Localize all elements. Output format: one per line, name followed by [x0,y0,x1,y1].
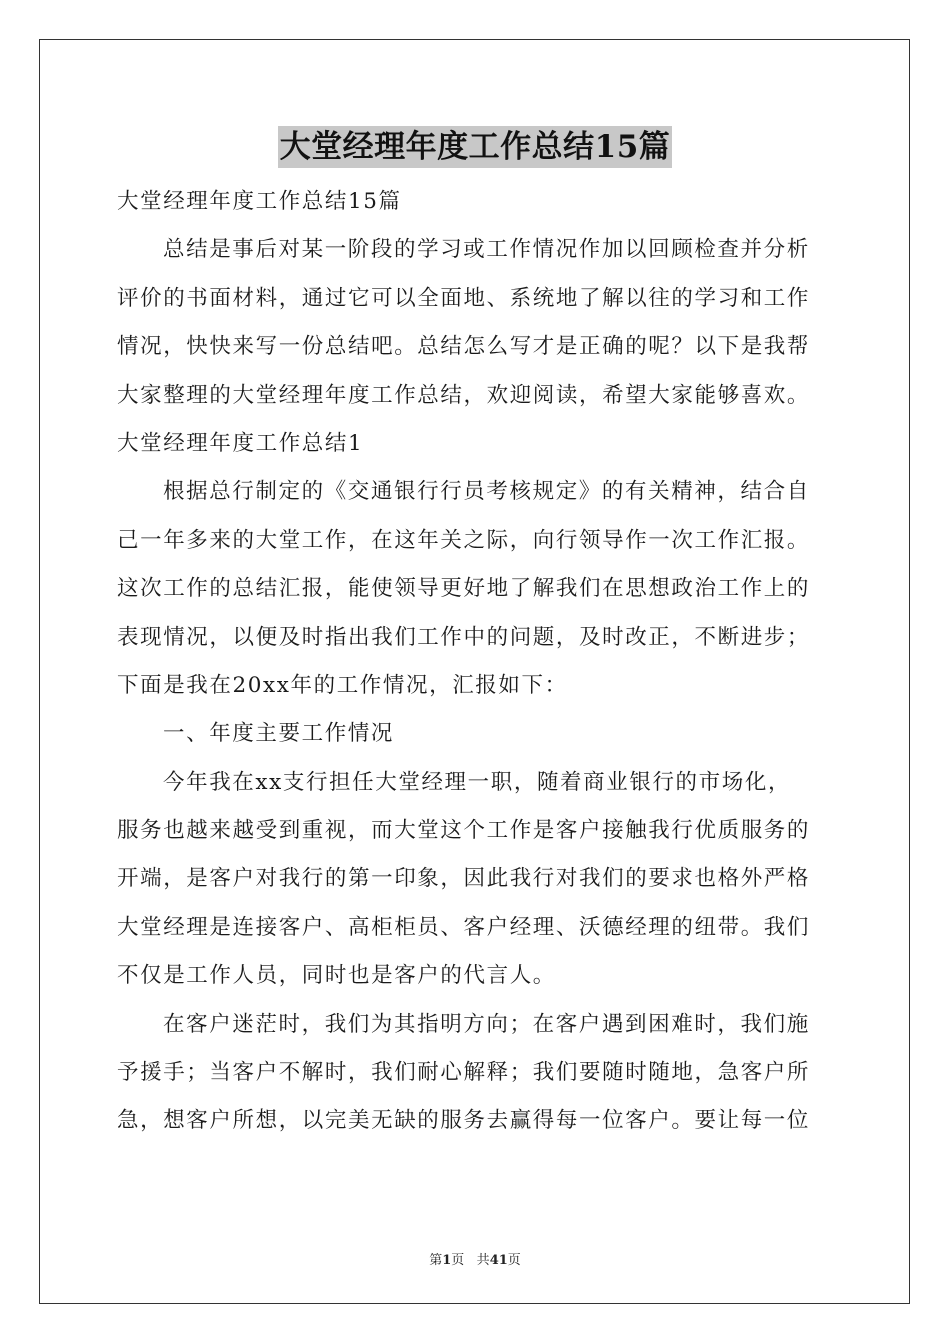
page-total-prefix: 共 [476,1253,490,1268]
body-line: 在客户迷茫时，我们为其指明方向；在客户遇到困难时，我们施 [163,1011,810,1037]
body-line: 总结是事后对某一阶段的学习或工作情况作加以回顾检查并分析 [163,237,810,263]
page-number-suffix: 页 [451,1253,465,1268]
body-line: 不仅是工作人员，同时也是客户的代言人。 [117,963,556,989]
body-line: 大堂经理是连接客户、高柜柜员、客户经理、沃德经理的纽带。我们 [117,914,811,940]
page-total: 41 [489,1253,508,1268]
body-line: 评价的书面材料，通过它可以全面地、系统地了解以往的学习和工作 [117,285,811,311]
body-line: 大家整理的大堂经理年度工作总结，欢迎阅读，希望大家能够喜欢。 [117,382,811,408]
body-line: 己一年多来的大堂工作，在这年关之际，向行领导作一次工作汇报。 [117,527,811,553]
section-heading: 大堂经理年度工作总结1 [117,430,364,456]
body-line: 予援手；当客户不解时，我们耐心解释；我们要随时随地，急客户所 [117,1060,811,1086]
body-line: 服务也越来越受到重视，而大堂这个工作是客户接触我行优质服务的 [117,818,811,844]
body-line: 情况，快快来写一份总结吧。总结怎么写才是正确的呢？以下是我帮 [117,334,811,360]
title-container [0,126,950,168]
page-total-suffix: 页 [507,1253,521,1268]
page-number-current: 1 [442,1253,452,1268]
body-line: 根据总行制定的《交通银行行员考核规定》的有关精神，结合自 [163,479,810,505]
subsection-heading: 一、年度主要工作情况 [163,721,395,747]
body-line: 大堂经理年度工作总结15篇 [117,189,402,214]
body-line: 这次工作的总结汇报，能使领导更好地了解我们在思想政治工作上的 [117,576,811,602]
page-footer [0,1249,950,1268]
body-line: 下面是我在20xx年的工作情况，汇报如下： [117,672,568,698]
document-title: 大堂经理年度工作总结15篇 [278,126,673,168]
body-line: 今年我在xx支行担任大堂经理一职，随着商业银行的市场化， [163,769,792,795]
document-body [117,178,837,1146]
body-line: 开端，是客户对我行的第一印象，因此我行对我们的要求也格外严格 [117,866,811,892]
page-number-prefix: 第 [429,1253,443,1268]
body-line: 急，想客户所想，以完美无缺的服务去赢得每一位客户。要让每一位 [117,1108,811,1134]
body-line: 表现情况，以便及时指出我们工作中的问题，及时改正，不断进步； [117,624,811,650]
